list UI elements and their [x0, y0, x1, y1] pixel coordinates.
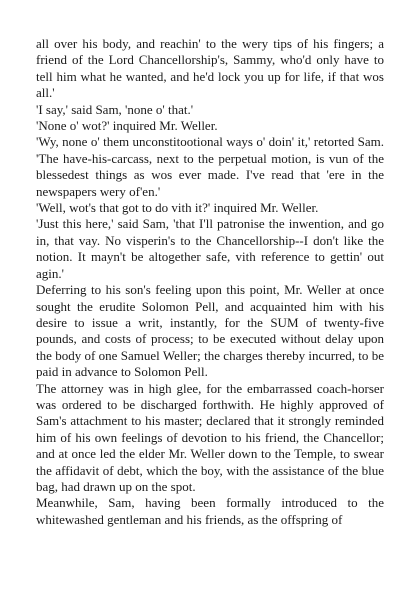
paragraph: 'Wy, none o' them unconstitootional ways o' doin' it,' retorted Sam. 'The have-his-carcass, next to the perpetual motion, is vun of the blessedest things as wos ever made. I've read that 'ere in the newspapers wery of'en.': [36, 134, 384, 199]
paragraph: 'Just this here,' said Sam, 'that I'll patronise the inwention, and go in, that vay. No visperin's to the Chancellorship--I don't like the notion. It mayn't be altogether safe, vith reference to gettin' out agin.': [36, 216, 384, 281]
page-text: [36, 36, 384, 528]
paragraph: Deferring to his son's feeling upon this point, Mr. Weller at once sought the erudite Solomon Pell, and acquainted him with his desire to issue a writ, instantly, for the SUM of twenty-five pounds, and costs of process; to be executed without delay upon the body of one Samuel Weller; the charges thereby incurred, to be paid in advance to Solomon Pell.: [36, 282, 384, 380]
paragraph: 'Well, wot's that got to do vith it?' inquired Mr. Weller.: [36, 200, 319, 216]
paragraph: Meanwhile, Sam, having been formally introduced to the whitewashed gentleman and his friends, as the offspring of: [36, 495, 384, 527]
paragraph: 'None o' wot?' inquired Mr. Weller.: [36, 118, 218, 134]
paragraph: 'I say,' said Sam, 'none o' that.': [36, 101, 194, 117]
paragraph: The attorney was in high glee, for the embarrassed coach-horser was ordered to be discharged forthwith. He highly approved of Sam's attachment to his master; declared that it strongly reminded him of his own feelings of devotion to his friend, the Chancellor; and at once led the elder Mr. Weller down to the Temple, to swear the affidavit of debt, which the boy, with the assistance of the blue bag, had drawn up on the spot.: [36, 380, 384, 494]
paragraph: all over his body, and reachin' to the wery tips of his fingers; a friend of the Lord Chancellorship's, Sammy, who'd only have to tell him what he wanted, and he'd lock you up for life, if that wos all.': [36, 36, 384, 101]
